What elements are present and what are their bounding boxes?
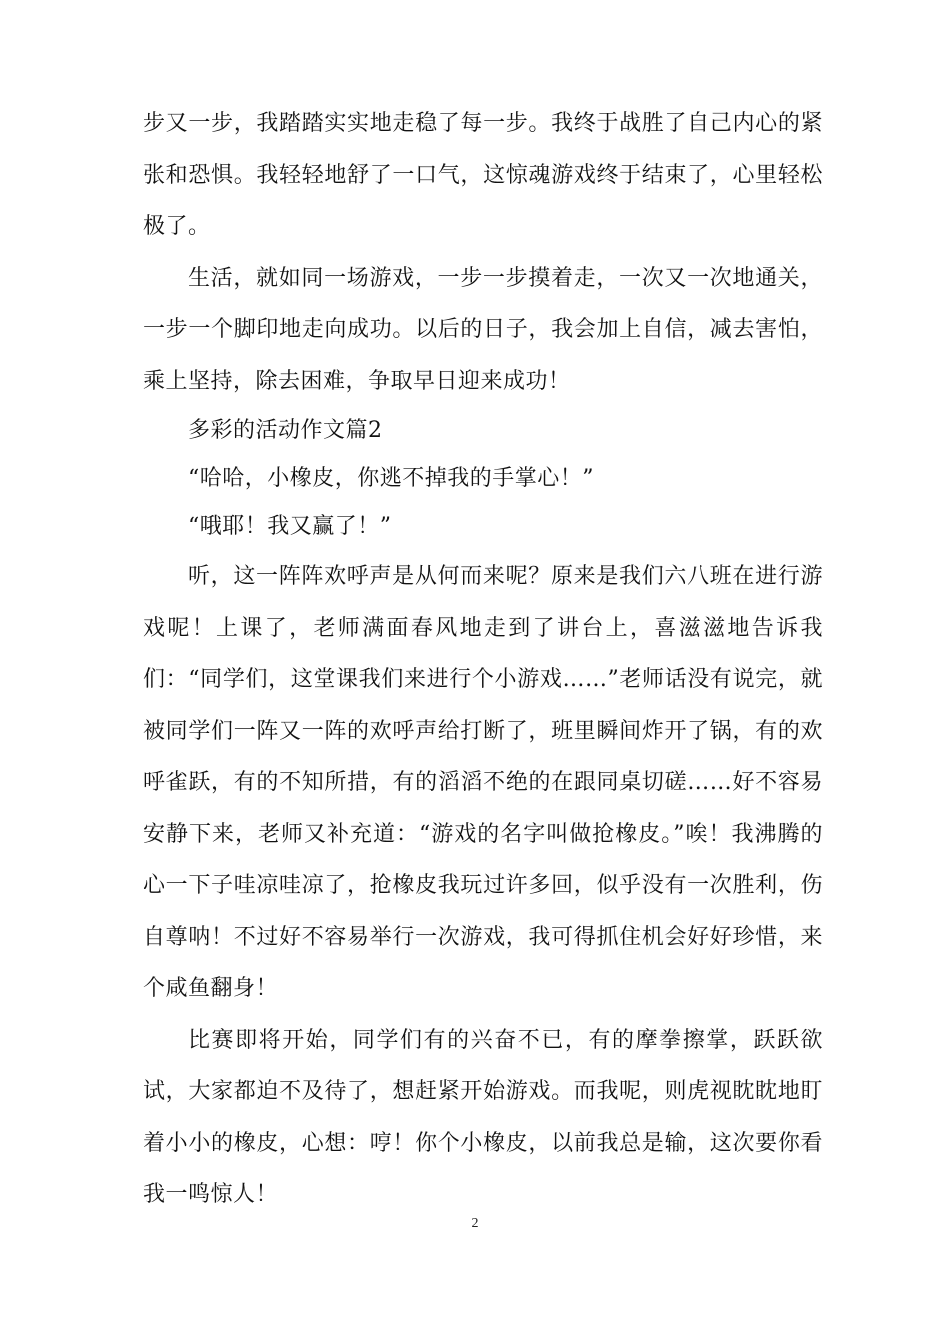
paragraph-2: 生活，就如同一场游戏，一步一步摸着走，一次又一次地通关，一步一个脚印地走向成功。以后的日子，我会加上自信，减去害怕，乘上坚持，除去困难，争取早日迎来成功！ [143,265,823,394]
paragraph-quote-1: “哈哈，小橡皮，你逃不掉我的手掌心！” [188,466,594,491]
paragraph-1: 步又一步，我踏踏实实地走稳了每一步。我终于战胜了自己内心的紧张和恐惧。我轻轻地舒了一口气，这惊魂游戏终于结束了，心里轻松极了。 [143,111,823,239]
body-text [143,98,823,1221]
page-number: 2 [471,1216,479,1231]
paragraph-4: 比赛即将开始，同学们有的兴奋不已，有的摩拳擦掌，跃跃欲试，大家都迫不及待了，想赶紧开始游戏。而我呢，则虎视眈眈地盯着小小的橡皮，心想：哼！你个小橡皮，以前我总是输，这次要你看我一鸣惊人！ [143,1027,823,1207]
paragraph-quote-2: “哦耶！我又赢了！” [188,514,392,539]
paragraph-3: 听，这一阵阵欢呼声是从何而来呢？原来是我们六八班在进行游戏呢！上课了，老师满面春风地走到了讲台上，喜滋滋地告诉我们：“同学们，这堂课我们来进行个小游戏……”老师话没有说完，就被同学们一阵又一阵的欢呼声给打断了，班里瞬间炸开了锅，有的欢呼雀跃，有的不知所措，有的滔滔不绝的在跟同桌切磋……好不容易安静下来，老师又补充道：“游戏的名字叫做抢橡皮。”唉！我沸腾的心一下子哇凉哇凉了，抢橡皮我玩过许多回，似乎没有一次胜利，伤自尊呐！不过好不容易举行一次游戏，我可得抓住机会好好珍惜，来个咸鱼翻身！ [143,564,823,1001]
section-heading: 多彩的活动作文篇2 [188,418,383,443]
